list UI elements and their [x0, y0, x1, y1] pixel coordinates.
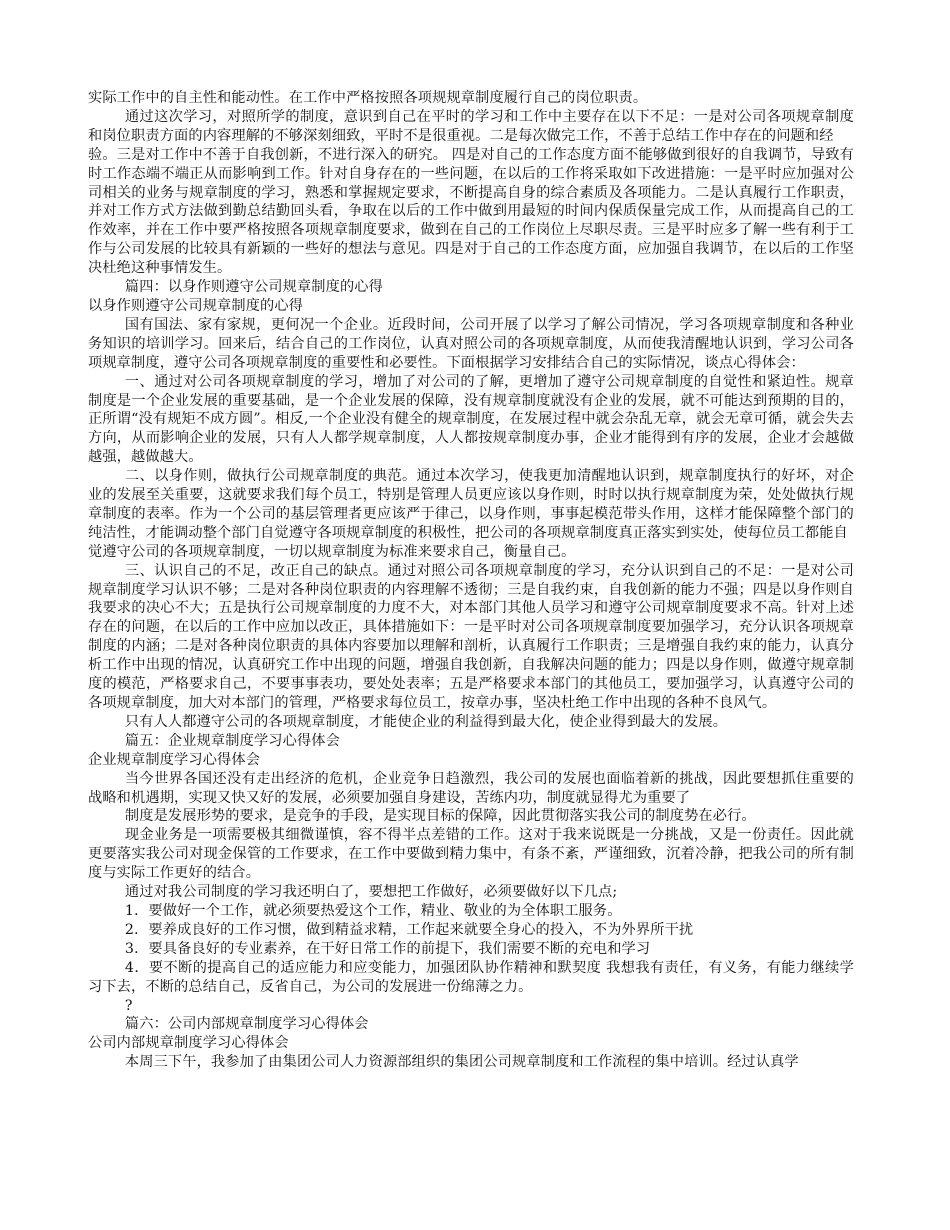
list-item-3: 3．要具备良好的专业素养，在干好日常工作的前提下，我们需要不断的充电和学习	[124, 940, 651, 957]
list-item-1: 1．要做好一个工作，就必须要热爱这个工作，精业、敬业的为全体职工服务。	[124, 902, 622, 919]
paragraph-shortcomings: 通过这次学习，对照所学的制度，意识到自己在平时的学习和工作中主要存在以下不足：一是对公司各项规章制度和岗位职责方面的内容理解的不够深刻细致，平时不是很重视。二是每次做完工作，不善于总结工作中存在的问题和经	[88, 108, 854, 144]
list-item-2: 2．要养成良好的工作习惯，做到精益求精，工作起来就要全身心的投入，不为外界所干扰	[124, 921, 694, 938]
paragraph-intro-continuation: 实际工作中的自主性和能动性。在工作中严格按照各项规规章制度履行自己的岗位职责。	[88, 90, 648, 106]
section-heading-5: 篇五：企业规章制度学习心得体会	[124, 732, 340, 749]
paragraph-section4-point3: 三、认识自己的不足，改正自己的缺点。通过对照公司各项规章制度的学习，充分认识到自己的不足：一是对公司规章制度学习认识不够；二是对各种岗位职责的内容理解不透彻；三是自我约束，自我创新的能力不强；四是以身作则自我要求的决心不大；五是执行公司规章制度的力度不大，对本部门其他人员学习和遵守公司规章制度要求不高。针对上述存在的问题，在以后的工作中应加以改正，具体措施如下：一是平时对公司各项规章制度要加强学习，充分认识各项规章制度的内涵；二是对各种岗位职责的具体内容要加以理解和剖析，认真履行工作职责；三是增强自我约束的能力，认真分析工作中出现的情况，认真研究工作中出现的问题，增强自我创新，自我解决问题的能力；四是以身作则，做遵守规章制度的模范，严格要求自己，不要事事表功，要处处表率；五是严格要求本部门的其他员工，要加强学习，认真遵守公司的各项规章制度，加大对本部门的管理，严格要求每位员工，按章办事，坚决杜绝工作中出现的各种不良风气。	[88, 562, 854, 711]
paragraph-section4-intro: 国有国法、家有家规，更何况一个企业。近段时间，公司开展了以学习了解公司情况，学习各项规章制度和各种业务知识的培训学习。回来后，结合自己的工作岗位，认真对照公司的各项规章制度，从而使我清醒地认识到，学习公司各项规章制度，遵守公司各项规章制度的重要性和必要性。下面根据学习安排结合自己的实际情况，谈点心得体会：	[88, 316, 854, 371]
paragraph-section5-points-intro: 通过对我公司制度的学习我还明白了，要想把工作做好，必须要做好以下几点;	[124, 884, 618, 901]
section-title-5: 企业规章制度学习心得体会	[88, 751, 261, 768]
paragraph-section4-point2-cont: 觉遵守公司的各项规章制度，一切以规章制度为标准来要求自己，衡量自己。	[88, 543, 576, 560]
paragraph-section6-intro: 本周三下午，我参加了由集团公司人力资源部组织的集团公司规章制度和工作流程的集中培训。经过认真学	[124, 1054, 799, 1071]
paragraph-section5-system: 制度是发展形势的要求，是竞争的手段，是实现目标的保障，因此贯彻落实我公司的制度势在必行。	[124, 808, 756, 825]
section-heading-4: 篇四：以身作则遵守公司规章制度的心得	[124, 279, 383, 296]
list-item-4: 4．要不断的提高自己的适应能力和应变能力，加强团队协作精神和默契度 我想我有责任，有义务，有能力继续学习下去，不断的总结自己，反省自己，为公司的发展进一份绵薄之力。	[88, 959, 854, 995]
section-title-4: 以身作则遵守公司规章制度的心得	[88, 297, 304, 314]
stray-question-mark: ?	[124, 997, 133, 1014]
section-heading-6: 篇六：公司内部规章制度学习心得体会	[124, 1016, 369, 1033]
paragraph-improvements: 验。三是对工作中不善于自我创新，不进行深入的研究。 四是对自己的工作态度方面不能够做到很好的自我调节，导致有时工作态端不端正从而影响到工作。针对自身存在的一些问题，在以后的工作将采取如下改进措施：一是平时应加强对公司相关的业务与规章制度的学习，熟悉和掌握规定要求，不断提高自身的综合素质及各项能力。二是认真履行工作职责，并对工作方式方法做到勤总结勤回头看，争取在以后的工作中做到用最短的时间内保质保量完成工作，从而提高自己的工作效率，并在工作中要严格按照各项规章制度要求，做到在自己的工作岗位上尽职尽责。三是平时应多了解一些有利于工作与公司发展的比较具有新颖的一些好的想法与意见。四是对于自己的工作态度方面，应加强自我调节，在以后的工作坚决杜绝这种事情发生。	[88, 146, 854, 277]
paragraph-section5-intro: 当今世界各国还没有走出经济的危机，企业竞争日趋激烈，我公司的发展也面临着新的挑战，因此要想抓住重要的战略和机遇期，实现又快又好的发展，必须要加强自身建设，苦练内功，制度就显得尤为重要了	[88, 770, 854, 806]
document-body	[88, 89, 854, 1072]
paragraph-section4-point2: 二、以身作则，做执行公司规章制度的典范。通过本次学习，使我更加清醒地认识到，规章制度执行的好坏，对企业的发展至关重要，这就要求我们每个员工，特别是管理人员更应该以身作则，时时以执行规章制度为荣，处处做执行规章制度的表率。作为一个公司的基层管理者更应该严于律己，以身作则，事事起模范带头作用，这样才能保障整个部门的纯洁性，才能调动整个部门自觉遵守各项规章制度的积极性，把公司的各项规章制度真正落实到实处，使每位员工都能自	[88, 468, 854, 541]
paragraph-section4-point1: 一、通过对公司各项规章制度的学习，增加了对公司的了解，更增加了遵守公司规章制度的自觉性和紧迫性。规章制度是一个企业发展的重要基础，是一个企业发展的保障，没有规章制度就没有企业的发展，就不可能达到预期的目的，正所谓“没有规矩不成方圆”。相反,一个企业没有健全的规章制度，在发展过程中就会杂乱无章，就会无章可循，就会失去方向，从而影响企业的发展，只有人人都学规章制度，人人都按规章制度办事，企业才能得到有序的发展，企业才会越做越强，越做越大。	[88, 373, 854, 466]
section-title-6: 公司内部规章制度学习心得体会	[88, 1035, 289, 1052]
paragraph-section4-conclusion: 只有人人都遵守公司的各项规章制度，才能使企业的利益得到最大化，使企业得到最大的发展。	[124, 713, 728, 730]
paragraph-section5-cash: 现金业务是一项需要极其细微谨慎，容不得半点差错的工作。这对于我来说既是一分挑战，又是一份责任。因此就更要落实我公司对现金保管的工作要求，在工作中要做到精力集中，有条不紊，严谨细致，沉着冷静，把我公司的所有制度与实际工作更好的结合。	[88, 827, 854, 882]
